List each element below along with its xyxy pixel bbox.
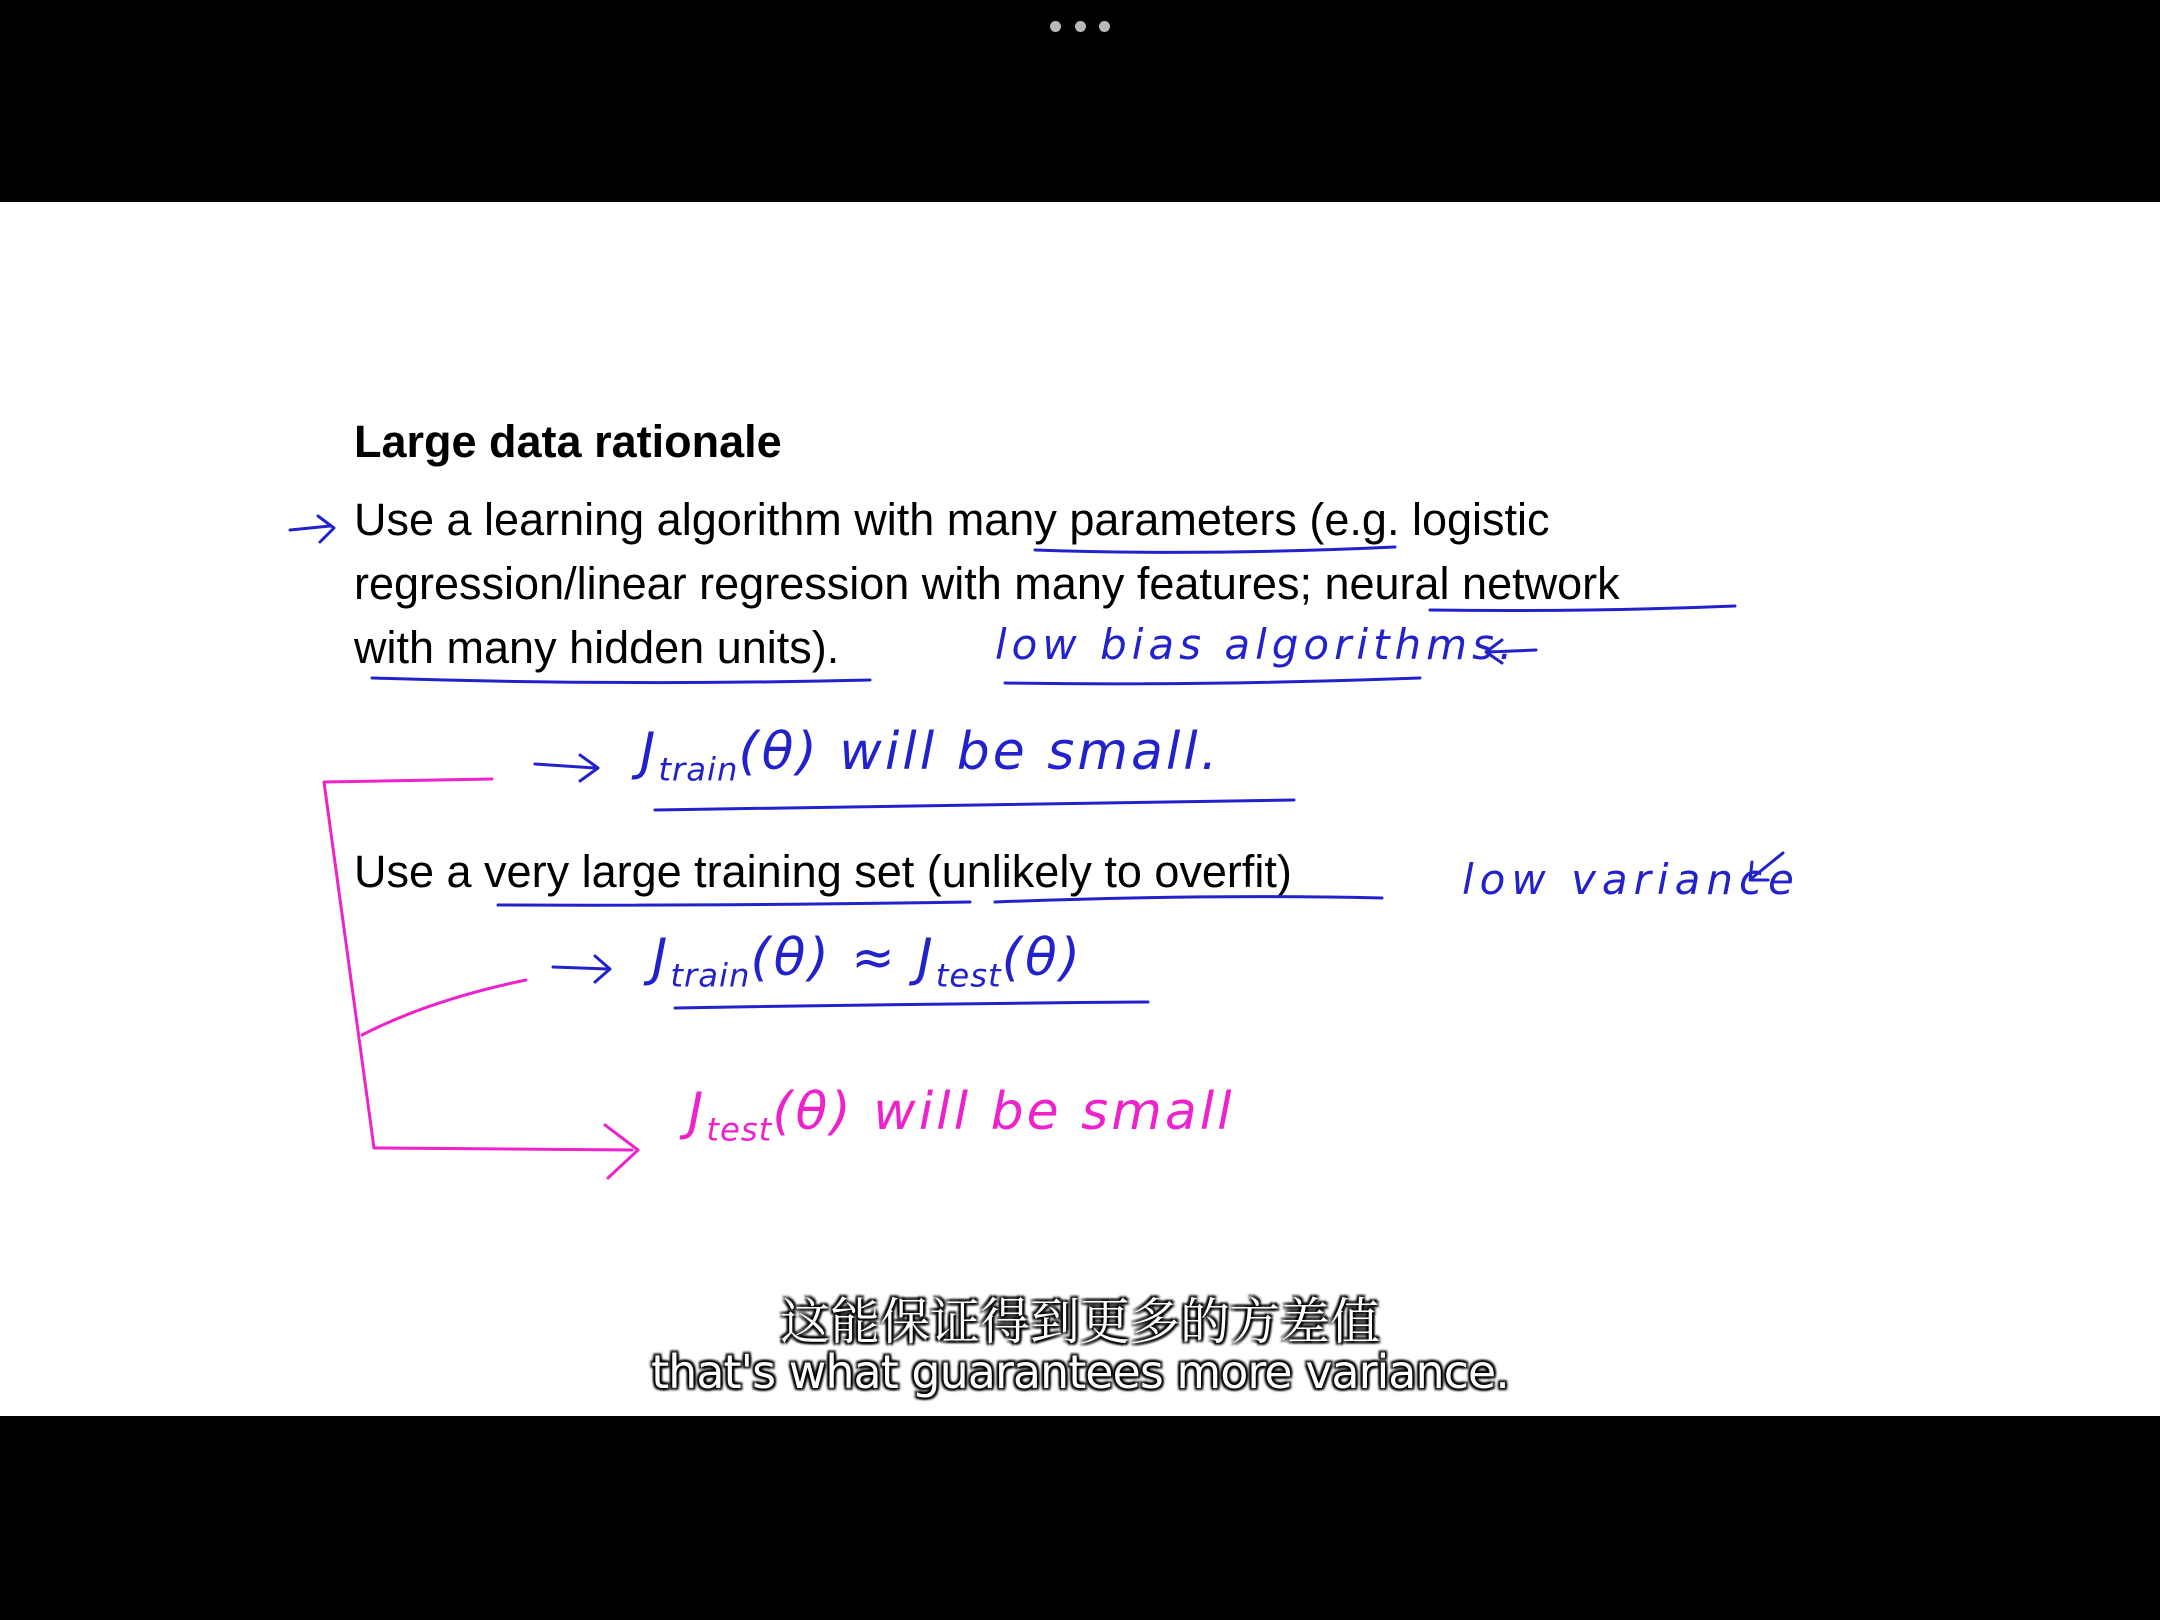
- video-bottom-bar: [0, 1416, 2160, 1620]
- subtitle-english: that's what guarantees more variance.: [651, 1345, 1509, 1399]
- subscript-test: test: [706, 1110, 773, 1149]
- lecture-slide: [0, 202, 2160, 1416]
- annotation-jtrain-small: [640, 722, 1220, 788]
- bullet-1-line-1: Use a learning algorithm with many parameters (e.g. logistic: [354, 494, 1550, 545]
- slide-title: Large data rationale: [354, 416, 782, 467]
- dot: [1075, 21, 1086, 32]
- video-top-bar: [0, 0, 2160, 202]
- annotation-jtest-small: [688, 1082, 1235, 1148]
- dot: [1099, 21, 1110, 32]
- annotation-low-bias: low bias algorithms.: [995, 620, 1518, 669]
- j-symbol: J: [652, 928, 671, 988]
- subscript-train: train: [658, 750, 739, 789]
- dot: [1050, 21, 1061, 32]
- approx-right-text: (θ): [1001, 928, 1084, 988]
- j-symbol: J: [688, 1082, 707, 1142]
- annotation-low-variance: low variance: [1462, 855, 1800, 904]
- bullet-1-line-3: with many hidden units).: [354, 622, 840, 673]
- subtitle-chinese: 这能保证得到更多的方差值: [780, 1293, 1380, 1351]
- subscript-test: test: [935, 956, 1002, 995]
- more-options-icon[interactable]: [1050, 14, 1110, 38]
- bullet-1-line-2: regression/linear regression with many features; neural network: [354, 558, 1620, 609]
- approx-left-text: (θ) ≈: [750, 928, 918, 988]
- j-symbol: J: [640, 722, 659, 782]
- subscript-train: train: [670, 956, 751, 995]
- annotation-jtrain-approx-jtest: [652, 928, 1083, 994]
- jtest-small-text: (θ) will be small: [772, 1082, 1235, 1142]
- j-symbol: J: [917, 928, 936, 988]
- jtrain-small-text: (θ) will be small.: [738, 722, 1221, 782]
- bullet-2: Use a very large training set (unlikely to overfit): [354, 846, 1292, 897]
